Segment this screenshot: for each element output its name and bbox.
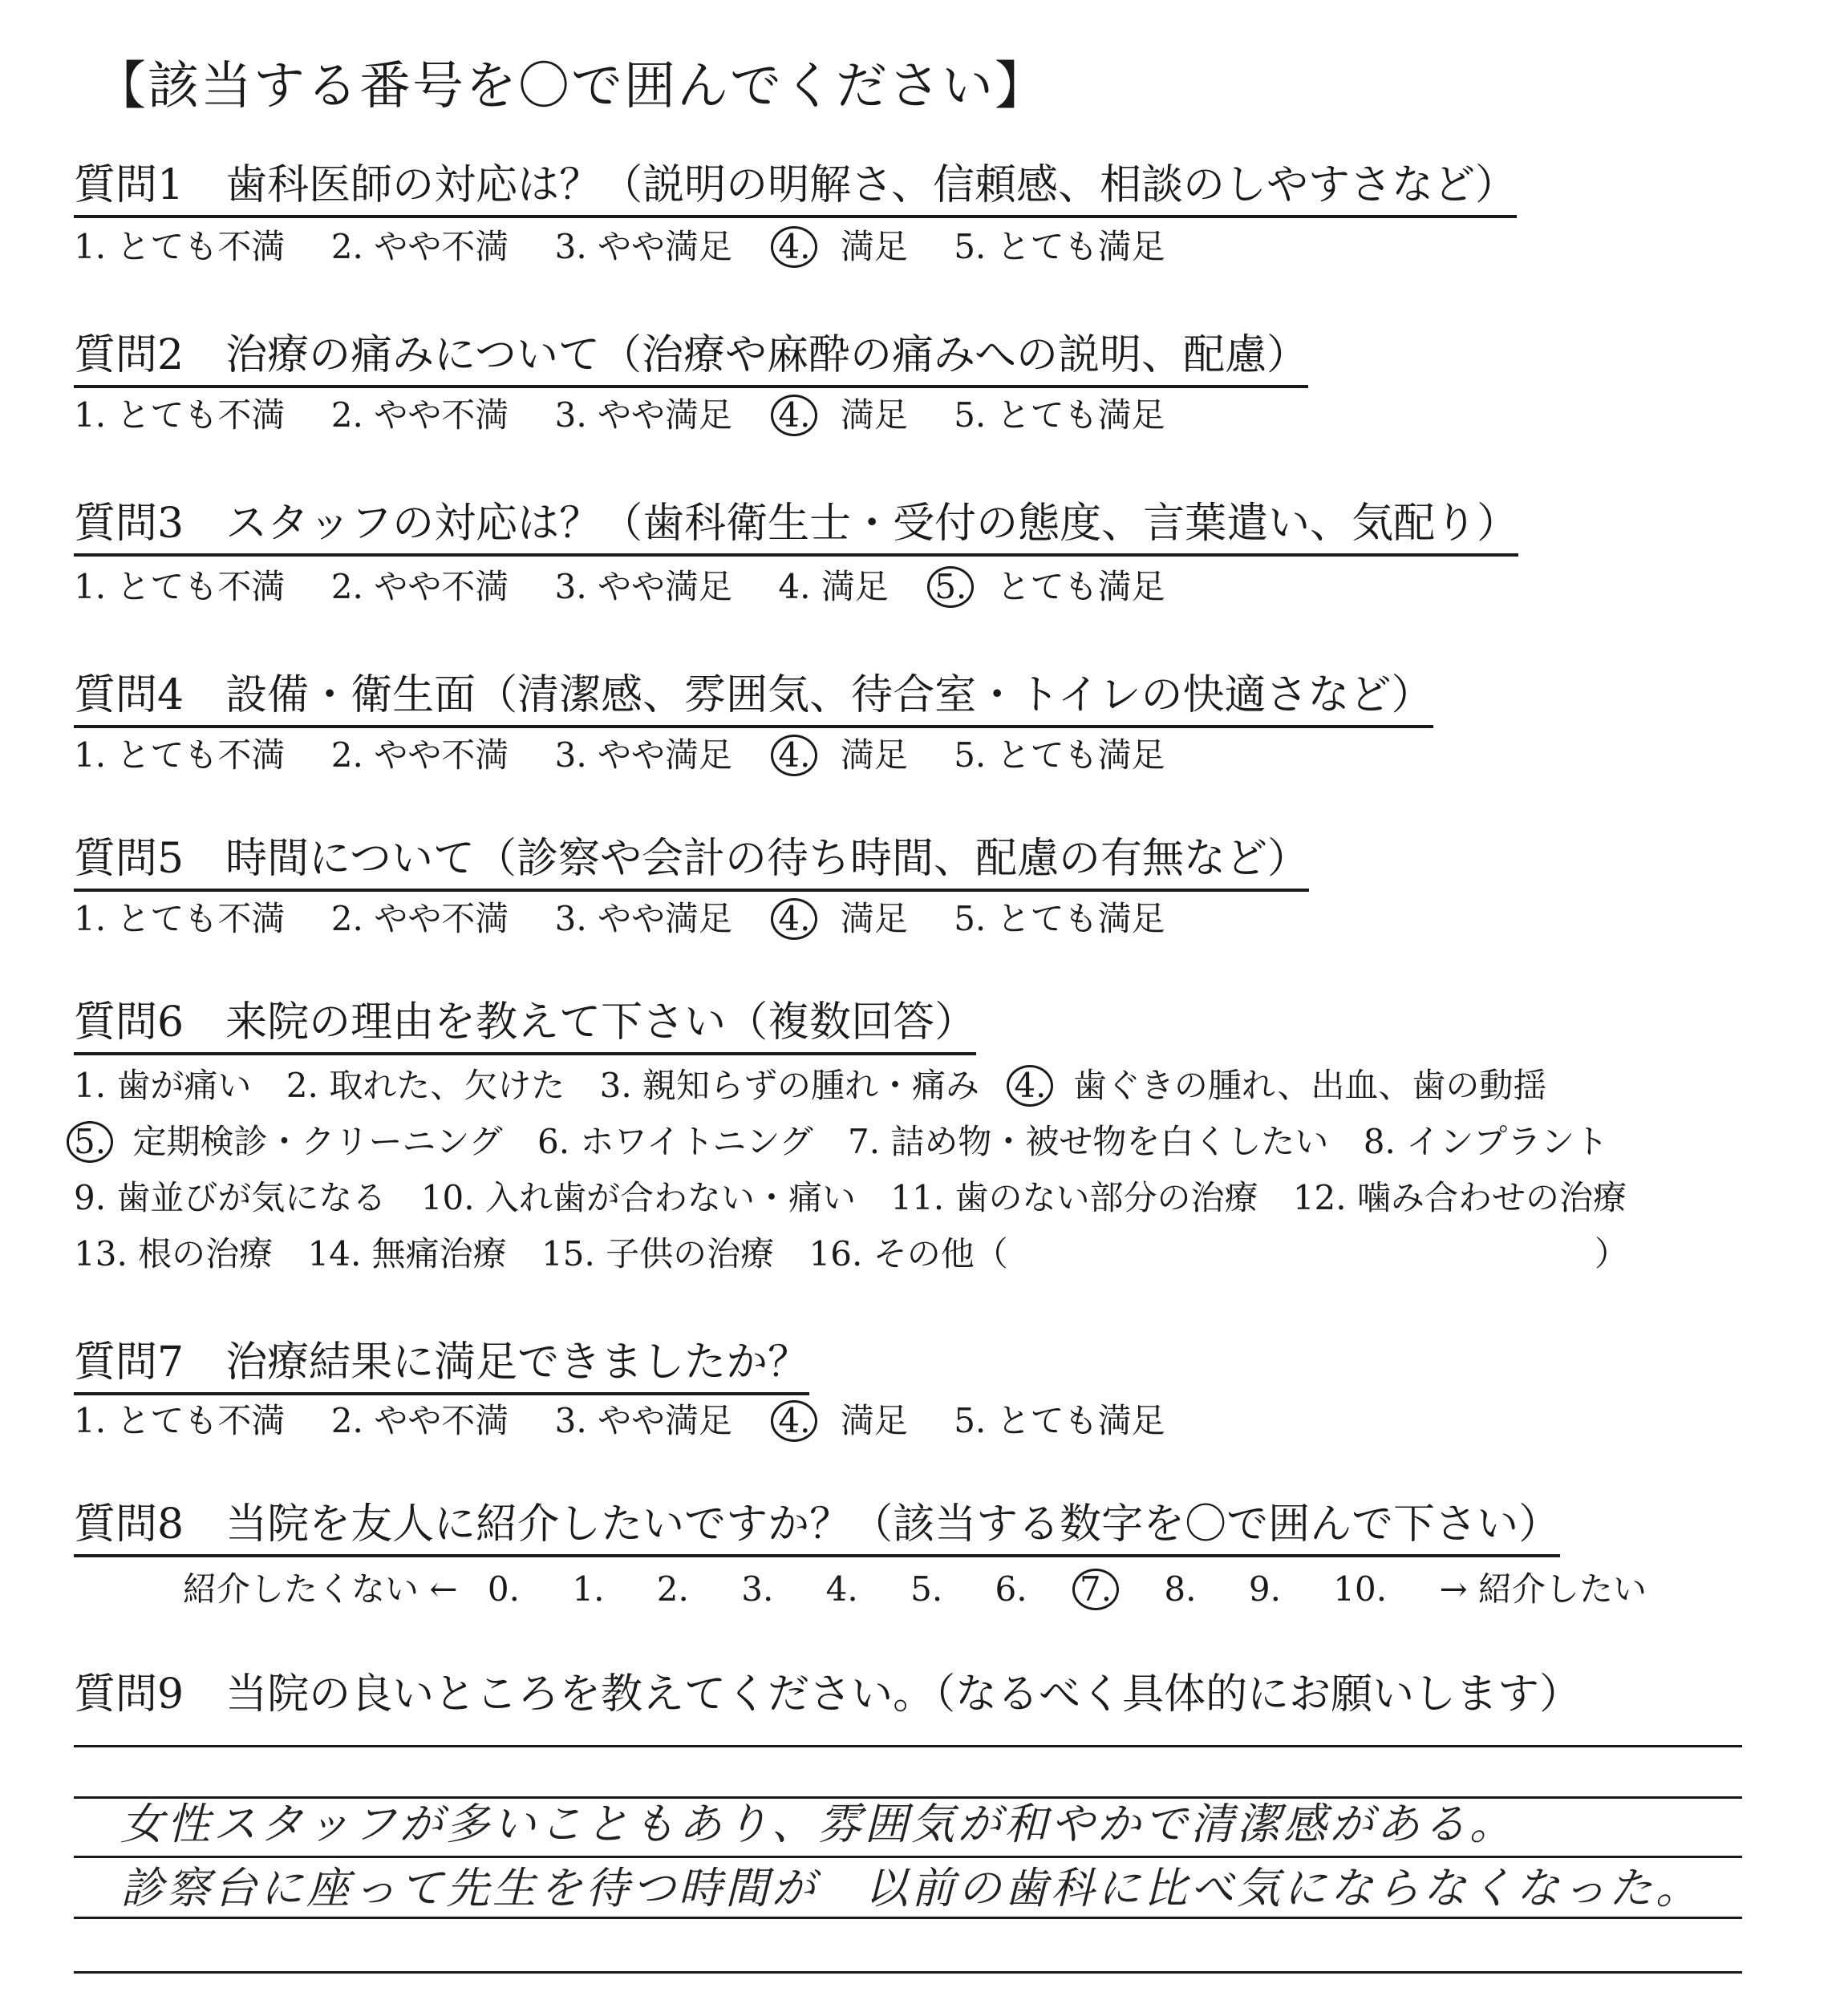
handwritten-answer-line-1: 女性スタッフが多いこともあり、雰囲気が和やかで清潔感がある。	[120, 1799, 1516, 1849]
question-6-row-4	[74, 1232, 1628, 1277]
q1-option-5[interactable]: 5. とても満足	[954, 227, 1165, 266]
scale-left-label: 紹介したくない ←	[183, 1569, 458, 1609]
question-2-options	[74, 393, 1201, 438]
question-6-row-1	[74, 1063, 1546, 1108]
q5-option-4-label: 満足	[840, 899, 908, 938]
q2-option-5[interactable]: 5. とても満足	[954, 395, 1165, 435]
question-9-title: 質問9 当院の良いところを教えてください。（なるべく具体的にお願いします）	[74, 1670, 1582, 1719]
q2-option-4-label: 満足	[840, 395, 908, 435]
q6-option-11[interactable]: 11. 歯のない部分の治療	[890, 1178, 1258, 1217]
q5-option-2[interactable]: 2. やや不満	[330, 899, 509, 938]
q7-option-4-label: 満足	[840, 1401, 908, 1440]
q4-option-4-label: 満足	[840, 735, 908, 775]
question-3-options	[74, 565, 1201, 609]
q3-option-5-label: とても満足	[996, 567, 1165, 606]
q6-option-4-selected[interactable]	[1014, 1063, 1051, 1108]
selection-circle: 4.	[771, 1400, 817, 1442]
question-1-options	[74, 225, 1201, 269]
scale-option-3[interactable]: 3.	[741, 1569, 774, 1609]
q6-option-1[interactable]: 1. 歯が痛い	[74, 1066, 252, 1105]
question-6-row-2	[74, 1119, 1608, 1164]
q1-option-2[interactable]: 2. やや不満	[330, 227, 509, 266]
q4-option-1[interactable]: 1. とても不満	[74, 735, 286, 775]
selection-circle: 4.	[771, 735, 817, 776]
question-8-title: 質問8 当院を友人に紹介したいですか？（該当する数字を〇で囲んで下さい）	[74, 1500, 1560, 1557]
question-1-title: 質問1 歯科医師の対応は？（説明の明解さ、信頼感、相談のしやすさなど）	[74, 160, 1517, 218]
scale-option-5[interactable]: 5.	[910, 1569, 943, 1609]
q5-option-3[interactable]: 3. やや満足	[554, 899, 733, 938]
question-7-title: 質問7 治療結果に満足できましたか？	[74, 1338, 809, 1395]
q6-option-4-label: 歯ぐきの腫れ、出血、歯の動揺	[1072, 1066, 1547, 1105]
q6-option-5-label: 定期検診・クリーニング	[132, 1122, 503, 1161]
q6-option-15[interactable]: 15. 子供の治療	[541, 1234, 775, 1273]
question-6-title: 質問6 来院の理由を教えて下さい（複数回答）	[74, 998, 976, 1055]
selection-circle: 4.	[771, 226, 817, 268]
q6-option-14[interactable]: 14. 無痛治療	[307, 1234, 507, 1273]
q2-option-3[interactable]: 3. やや満足	[554, 395, 733, 435]
scale-option-4[interactable]: 4.	[825, 1569, 858, 1609]
selection-circle: 4.	[1007, 1065, 1053, 1107]
selection-circle: 4.	[771, 395, 817, 436]
q3-option-3[interactable]: 3. やや満足	[554, 567, 733, 606]
q3-option-4[interactable]: 4. 満足	[778, 567, 889, 606]
question-4-options	[74, 733, 1201, 778]
scale-option-2[interactable]: 2.	[656, 1569, 689, 1609]
q5-option-1[interactable]: 1. とても不満	[74, 899, 286, 938]
question-5-title: 質問5 時間について（診察や会計の待ち時間、配慮の有無など）	[74, 834, 1309, 892]
scale-option-10[interactable]: 10.	[1333, 1569, 1388, 1609]
q7-option-3[interactable]: 3. やや満足	[554, 1401, 733, 1440]
q3-option-5-selected[interactable]	[934, 565, 971, 609]
q7-option-5[interactable]: 5. とても満足	[954, 1401, 1165, 1440]
q5-option-5[interactable]: 5. とても満足	[954, 899, 1165, 938]
q1-option-1[interactable]: 1. とても不満	[74, 227, 286, 266]
question-5-options	[74, 897, 1201, 941]
q6-option-9[interactable]: 9. 歯並びが気になる	[74, 1178, 387, 1217]
q6-other-close-paren: ）	[1595, 1234, 1629, 1273]
selection-circle: 4.	[771, 898, 817, 940]
q3-option-1[interactable]: 1. とても不満	[74, 567, 286, 606]
scale-option-8[interactable]: 8.	[1164, 1569, 1197, 1609]
q2-option-4-selected[interactable]	[778, 393, 815, 438]
q6-option-12[interactable]: 12. 噛み合わせの治療	[1292, 1178, 1627, 1217]
q4-option-3[interactable]: 3. やや満足	[554, 735, 733, 775]
selection-circle: 5.	[67, 1121, 113, 1163]
question-7-options	[74, 1399, 1201, 1443]
q1-option-3[interactable]: 3. やや満足	[554, 227, 733, 266]
q7-option-4-selected[interactable]	[778, 1399, 815, 1443]
q4-option-2[interactable]: 2. やや不満	[330, 735, 509, 775]
q2-option-1[interactable]: 1. とても不満	[74, 395, 286, 435]
scale-option-1[interactable]: 1.	[572, 1569, 605, 1609]
q6-option-13[interactable]: 13. 根の治療	[74, 1234, 274, 1273]
answer-line	[74, 1917, 1742, 1919]
q6-option-8[interactable]: 8. インプラント	[1363, 1122, 1609, 1161]
q6-option-5-selected[interactable]	[74, 1119, 111, 1164]
q4-option-4-selected[interactable]	[778, 733, 815, 778]
q1-option-4-selected[interactable]	[778, 225, 815, 269]
scale-option-9[interactable]: 9.	[1248, 1569, 1281, 1609]
q6-option-10[interactable]: 10. 入れ歯が合わない・痛い	[420, 1178, 856, 1217]
scale-right-label: → 紹介したい	[1439, 1569, 1647, 1609]
selection-circle: 5.	[927, 566, 974, 608]
q7-option-1[interactable]: 1. とても不満	[74, 1401, 286, 1440]
handwritten-answer-line-2: 診察台に座って先生を待つ時間が 以前の歯科に比べ気にならなくなった。	[120, 1863, 1702, 1913]
q1-option-4-label: 満足	[840, 227, 908, 266]
answer-line	[74, 1971, 1742, 1974]
q2-option-2[interactable]: 2. やや不満	[330, 395, 509, 435]
answer-line	[74, 1745, 1742, 1747]
scale-option-6[interactable]: 6.	[995, 1569, 1027, 1609]
question-3-title: 質問3 スタッフの対応は？（歯科衛生士・受付の態度、言葉遣い、気配り）	[74, 499, 1518, 557]
q6-option-3[interactable]: 3. 親知らずの腫れ・痛み	[599, 1066, 980, 1105]
q3-option-2[interactable]: 2. やや不満	[330, 567, 509, 606]
question-2-title: 質問2 治療の痛みについて（治療や麻酔の痛みへの説明、配慮）	[74, 330, 1308, 388]
q4-option-5[interactable]: 5. とても満足	[954, 735, 1165, 775]
q6-option-7[interactable]: 7. 詰め物・被せ物を白くしたい	[847, 1122, 1329, 1161]
q6-option-2[interactable]: 2. 取れた、欠けた	[286, 1066, 565, 1105]
question-6-row-3	[74, 1176, 1627, 1221]
question-4-title: 質問4 設備・衛生面（清潔感、雰囲気、待合室・トイレの快適さなど）	[74, 670, 1433, 728]
q6-option-16-other[interactable]: 16. その他（	[808, 1234, 1008, 1273]
scale-option-0[interactable]: 0.	[487, 1569, 520, 1609]
q5-option-4-selected[interactable]	[778, 897, 815, 941]
q7-option-2[interactable]: 2. やや不満	[330, 1401, 509, 1440]
form-heading: 【該当する番号を〇で囲んでください】	[95, 57, 1048, 116]
question-8-scale	[183, 1567, 1666, 1612]
q6-option-6[interactable]: 6. ホワイトニング	[537, 1122, 813, 1161]
scale-option-7-selected[interactable]: 7.	[1072, 1569, 1119, 1610]
